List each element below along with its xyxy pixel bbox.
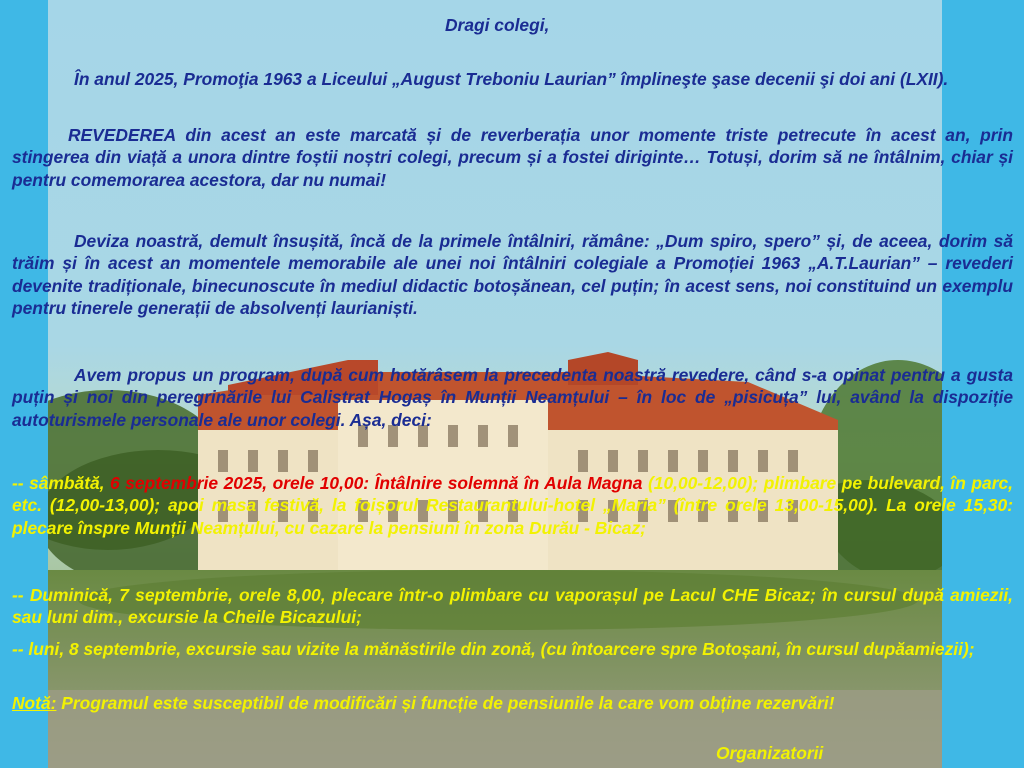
program-item-saturday xyxy=(12,472,1013,539)
item-saturday-rest: (10,00-12,00); plimbare pe bulevard, în parc, etc. (12,00-13,00); apoi masa festivă, la foișorul Restaurantului-hotel „Maria” (între orele 13,00-15,00). La orele 15,30: plecare înspre Munții Neamțului, cu cazare la pensiuni în zona Durău - Bicaz; xyxy=(12,473,1013,538)
paragraph-motto: Deviza noastră, demult însușită, încă de la primele întâlniri, rămâne: „Dum spiro, spero” și, de aceea, dorim să trăim și în acest an momentele memorabile ale unei noi întâlniri colegiale a Promoției 1963 „A.T.Laurian” – revederi devenite tradiționale, binecunoscute în mediul didactic botoșănean, cel puțin; în acest sens, noi constituind un exemplu pentru tinerele generații de absolvenți laurianiști. xyxy=(12,231,1013,319)
paragraph-reunion: REVEDEREA din acest an este marcată și de reverberația unor momente triste petrecute în acest an, prin stingerea din viață a unora dintre foștii noștri colegi, precum și a fostei diriginte… Totuși, dorim să ne întâlnim, chiar și pentru comemorarea acestora, dar nu numai! xyxy=(12,125,1013,190)
program-note xyxy=(12,692,1013,714)
item-saturday-prefix: -- sâmbătă, xyxy=(12,473,111,493)
program-item-sunday: -- Duminică, 7 septembrie, orele 8,00, plecare într-o plimbare cu vaporașul pe Lacul CHE Bicaz; în cursul după amiezii, sau luni dim., excursie la Cheile Bicazului; xyxy=(12,585,1013,628)
signature: Organizatorii xyxy=(716,743,824,763)
program-item-monday: -- luni, 8 septembrie, excursie sau vizite la mănăstirile din zonă, (cu întoarcere spre Botoșani, în cursul dupăamiezii); xyxy=(12,639,975,659)
note-label: Notă: xyxy=(12,693,57,713)
note-text: Programul este susceptibil de modificări și funcție de pensiunile la care vom obține rezervări! xyxy=(56,693,835,713)
greeting: Dragi colegi, xyxy=(445,15,550,35)
paragraph-program: Avem propus un program, după cum hotărâsem la precedenta noastră revedere, când s-a opinat pentru a gusta puțin și noi din peregrinările lui Calistrat Hogaș în Munții Neamțului – în loc de „pisicuța” lui, având la dispoziție autoturismele personale ale unor colegi. Așa, deci: xyxy=(12,365,1013,430)
item-saturday-highlight: 6 septembrie 2025, orele 10,00: Întâlnire solemnă în Aula Magna xyxy=(110,473,643,493)
paragraph-anniversary: În anul 2025, Promoţia 1963 a Liceului „August Treboniu Laurian” împlineşte şase decenii şi doi ani (LXII). xyxy=(74,69,949,89)
